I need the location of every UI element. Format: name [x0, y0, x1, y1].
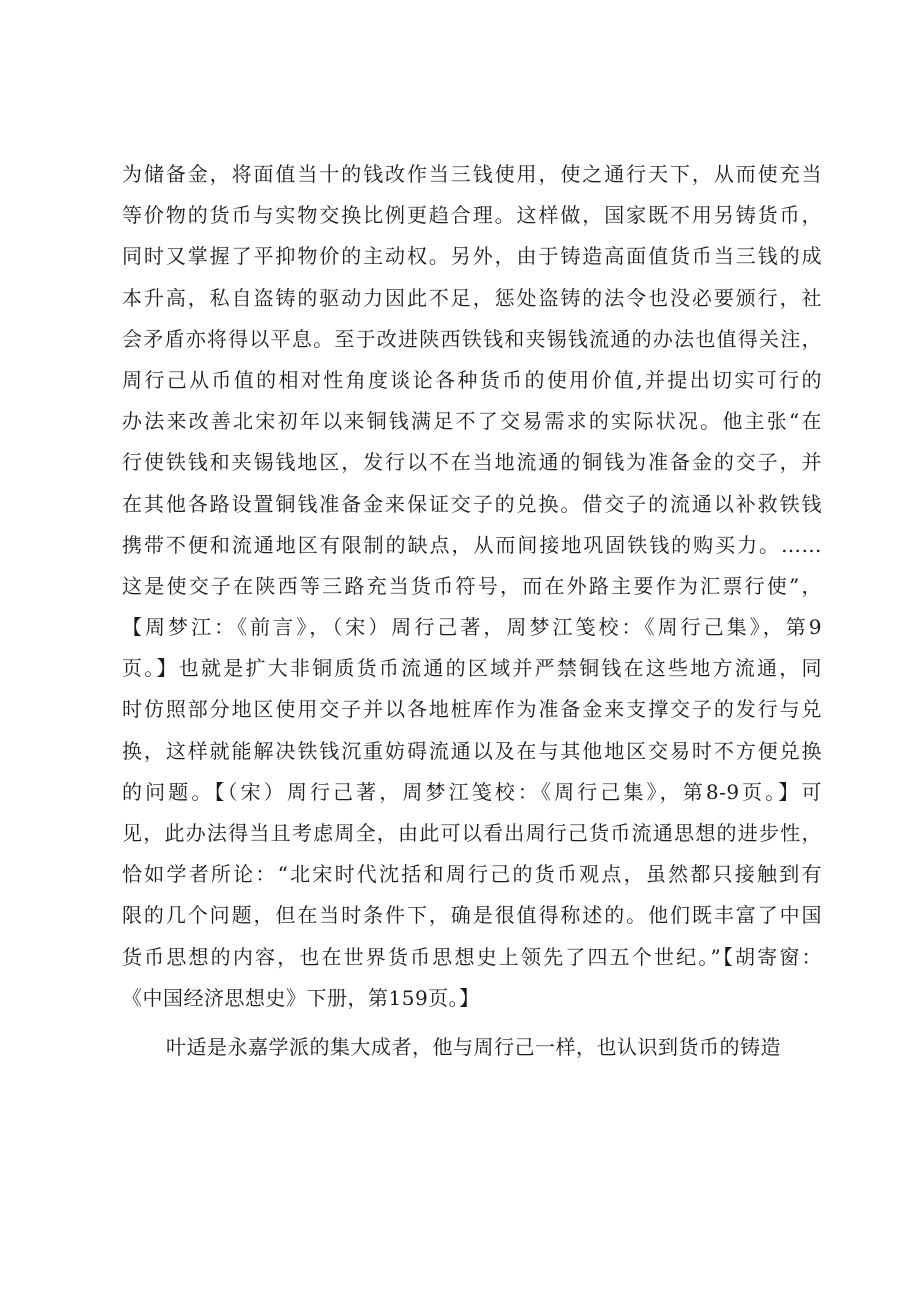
text-line: 本升高，私自盗铸的驱动力因此不足，惩处盗铸的法令也没必要颁行，社	[122, 285, 822, 310]
text-line: 叶适是永嘉学派的集大成者，他与周行己一样，也认识到货币的铸造	[166, 1034, 781, 1059]
text-line: 时仿照部分地区使用交子并以各地桩库作为准备金来支撑交子的发行与兑	[122, 697, 822, 722]
text-line: 办法来改善北宋初年以来铜钱满足不了交易需求的实际状况。他主张“在	[122, 409, 822, 434]
paragraph	[122, 154, 822, 1019]
text-line: 见，此办法得当且考虑周全，由此可以看出周行己货币流通思想的进步性，	[122, 821, 822, 845]
text-line: 会矛盾亦将得以平息。至于改进陕西铁钱和夹锡钱流通的办法也值得关注，	[122, 326, 822, 351]
text-line: 【周梦江：《前言》，（宋）周行己著，周梦江笺校：《周行己集》，第9	[122, 615, 822, 640]
text-line: 这是使交子在陕西等三路充当货币符号，而在外路主要作为汇票行使”，	[122, 573, 822, 598]
text-line: 等价物的货币与实物交换比例更趋合理。这样做，国家既不用另铸货币，	[122, 203, 822, 228]
text-line: 同时又掌握了平抑物价的主动权。另外，由于铸造高面值货币当三钱的成	[122, 244, 822, 269]
paragraph	[122, 1027, 822, 1068]
text-line: 在其他各路设置铜钱准备金来保证交子的兑换。借交子的流通以补救铁钱	[122, 491, 822, 516]
text-line: 的问题。【（宋）周行己著，周梦江笺校：《周行己集》，第8-9页。】可	[122, 779, 822, 804]
text-line: 为储备金，将面值当十的钱改作当三钱使用，使之通行天下，从而使充当	[122, 162, 822, 186]
text-line: 限的几个问题，但在当时条件下，确是很值得称述的。他们既丰富了中国	[122, 903, 822, 928]
text-line: 页。】也就是扩大非铜质货币流通的区域并严禁铜钱在这些地方流通，同	[122, 656, 822, 681]
text-line: 恰如学者所论：“北宋时代沈括和周行己的货币观点，虽然都只接触到有	[122, 862, 822, 887]
text-line: 周行己从币值的相对性角度谈论各种货币的使用价值,并提出切实可行的	[122, 367, 822, 392]
text-line: 货币思想的内容，也在世界货币思想史上领先了四五个世纪。”【胡寄窗：	[122, 944, 822, 969]
text-line: 行使铁钱和夹锡钱地区，发行以不在当地流通的铜钱为准备金的交子，并	[122, 450, 822, 475]
text-line: 《中国经济思想史》下册，第159页。】	[122, 985, 480, 1010]
body-text	[122, 154, 822, 1068]
text-line: 携带不便和流通地区有限制的缺点，从而间接地巩固铁钱的购买力。……	[122, 532, 822, 557]
paragraph-gap	[122, 1019, 822, 1027]
text-line: 换，这样就能解决铁钱沉重妨碍流通以及在与其他地区交易时不方便兑换	[122, 738, 822, 763]
